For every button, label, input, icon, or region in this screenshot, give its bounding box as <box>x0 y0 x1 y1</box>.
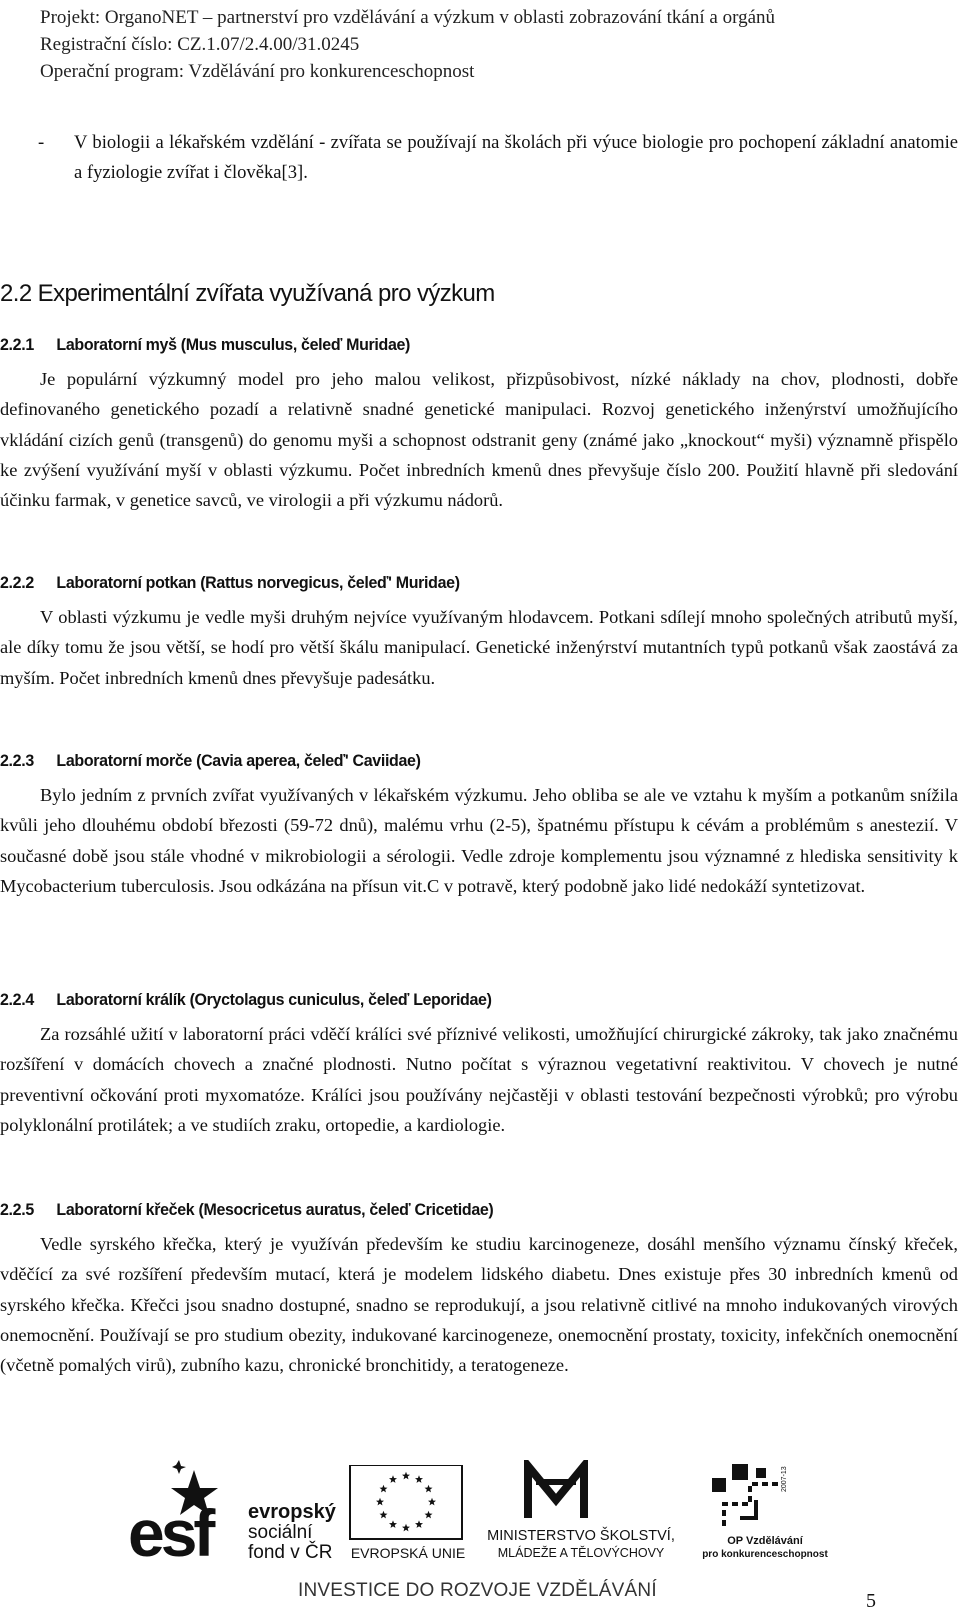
eu-flag-icon <box>346 1465 470 1561</box>
subsection-number: 2.2.3 <box>0 751 34 770</box>
bullet-text: V biologii a lékařském vzdělání - zvířata se používají na školách při výuce biologie pro pochopení základní anatomie a fyziologie zvířat i člověka[3]. <box>74 132 958 183</box>
esf-line-2: sociální <box>248 1522 313 1543</box>
page-number: 5 <box>866 1590 876 1612</box>
subsection-rat <box>0 568 958 693</box>
op-vk-logo <box>690 1460 840 1560</box>
subsection-title: Laboratorní křeček (Mesocricetus auratus, čeleď Cricetidae) <box>56 1200 494 1219</box>
esf-logo <box>128 1460 358 1560</box>
subsection-title: Laboratorní potkan (Rattus norvegicus, čeleď' Muridae) <box>56 573 460 592</box>
subsection-paragraph: Bylo jedním z prvních zvířat využívaných v lékařském výzkumu. Jeho obliba se ale ve vztahu k myším a potkanům snížila kvůli jeho dlouhému období březosti (59-72 dnů), malému vrhu (2-5), špatnému přístupu k cévám a problémům s anestezií. V současné době jsou stále vhodné v mikrobiologii a sérologii. Vedle zdroje komplementu jsou významné z hlediska sensitivity k Mycobacterium tuberculosis. Jsou odkázána na přísun vit.C v potravě, který podobně jako lidé nedokáží syntetizovat. <box>0 785 958 896</box>
subsection-paragraph: V oblasti výzkumu je vedle myši druhým nejvíce využívaným hlodavcem. Potkani sdílejí mnoho společných atributů myší, ale díky tomu že jsou větší, se hodí pro větší škálu manipulací. Genetické inženýrství mutantních typů potkanů však zaostává za myším. Počet inbredních kmenů dnes převyšuje padesátku. <box>0 607 958 688</box>
subsection-hamster <box>0 1195 958 1380</box>
header-project: Projekt: OrganoNET – partnerství pro vzdělávání a výzkum v oblasti zobrazování tkání a orgánů <box>40 7 775 28</box>
section-heading: 2.2 Experimentální zvířata využívaná pro výzkum <box>0 280 495 307</box>
msmt-line-1: MINISTERSTVO ŠKOLSTVÍ, <box>487 1528 675 1544</box>
op-line-2: pro konkurenceschopnost <box>702 1549 828 1560</box>
header-registration: Registrační číslo: CZ.1.07/2.4.00/31.0245 <box>40 34 360 55</box>
subsection-heading <box>0 568 901 602</box>
subsection-number: 2.2.1 <box>0 335 34 354</box>
subsection-number: 2.2.5 <box>0 1200 34 1219</box>
subsection-paragraph: Je populární výzkumný model pro jeho malou velikost, přizpůsobivost, nízké náklady na chov, plodnosti, dobře definovaného genetického pozadí a relativně snadné genetické manipulaci. Rozvoj genetického inženýrství umožňujícího vkládání cizích genů (transgenů) do genomu myši a schopnost odstranit geny (známé jako „knockout“ myši) významně přispělo ke zvýšení využívání myší v oblasti výzkumu. Počet inbredních kmenů dnes převyšuje číslo 200. Použití hlavně při sledování účinku farmak, v genetice savců, ve virologii a při výzkumu nádorů. <box>0 369 958 511</box>
subsection-paragraph: Vedle syrského křečka, který je využíván především ke studiu karcinogeneze, dosáhl menšího významu čínský křeček, vděčící za své rozšíření především mutací, která je modelem lidského diabetu. Dnes existuje přes 30 inbredních kmenů od syrského křečka. Křečci jsou snadno dostupné, snadno se reprodukují, a jsou relativně citlivé na mnoho indukovaných virových onemocnění. Používají se pro studium obezity, indukované karcinogeneze, onemocnění prostaty, toxicity, infekčních onemocnění (včetně pomalých virů), zubního kazu, chronické bronchitidy, a teratogeneze. <box>0 1234 958 1376</box>
subsection-paragraph: Za rozsáhlé užití v laboratorní práci vděčí králíci své příznivé velikosti, umožňující chirurgické zákroky, tak jako značnému rozšíření v domácích chovech a značné plodnosti. Nutno počítat s výraznou vegetativní reaktivitou. V chovech je nutné preventivní očkování proti myxomatóze. Králíci jsou používány nejčastěji v oblasti testování bezpečnosti výrobků; pro výrobu polyklonální protilátek; a ve studiích zraku, ortopedie, a kardiologie. <box>0 1024 958 1135</box>
subsection-rabbit <box>0 985 958 1140</box>
subsection-heading <box>0 746 901 780</box>
msmt-logo <box>476 1460 686 1560</box>
esf-line-1: evropský <box>248 1501 336 1523</box>
eu-label: EVROPSKÁ UNIE <box>350 1545 466 1561</box>
page-header <box>40 4 940 85</box>
footer-tagline: INVESTICE DO ROZVOJE VZDĚLÁVÁNÍ <box>298 1580 657 1601</box>
subsection-heading <box>0 985 901 1019</box>
subsection-number: 2.2.4 <box>0 990 34 1009</box>
subsection-guinea-pig <box>0 746 958 901</box>
msmt-line-2: MLÁDEŽE A TĚLOVÝCHOVY <box>497 1546 665 1560</box>
subsection-mouse <box>0 330 958 515</box>
subsection-heading <box>0 1195 901 1229</box>
bullet-item <box>38 128 958 188</box>
bullet-dash: - <box>38 132 45 153</box>
op-line-1: OP Vzdělávání <box>727 1535 803 1547</box>
header-program: Operační program: Vzdělávání pro konkurenceschopnost <box>40 61 475 82</box>
esf-wordmark: esf <box>128 1496 212 1560</box>
subsection-heading <box>0 330 901 364</box>
subsection-title: Laboratorní králík (Oryctolagus cuniculus, čeleď Leporidae) <box>56 990 492 1009</box>
subsection-number: 2.2.2 <box>0 573 34 592</box>
op-years: 2007-13 <box>781 1466 788 1492</box>
subsection-title: Laboratorní morče (Cavia aperea, čeleď' Caviidae) <box>56 751 421 770</box>
esf-line-3: fond v ČR <box>248 1542 333 1560</box>
subsection-title: Laboratorní myš (Mus musculus, čeleď Muridae) <box>56 335 411 354</box>
